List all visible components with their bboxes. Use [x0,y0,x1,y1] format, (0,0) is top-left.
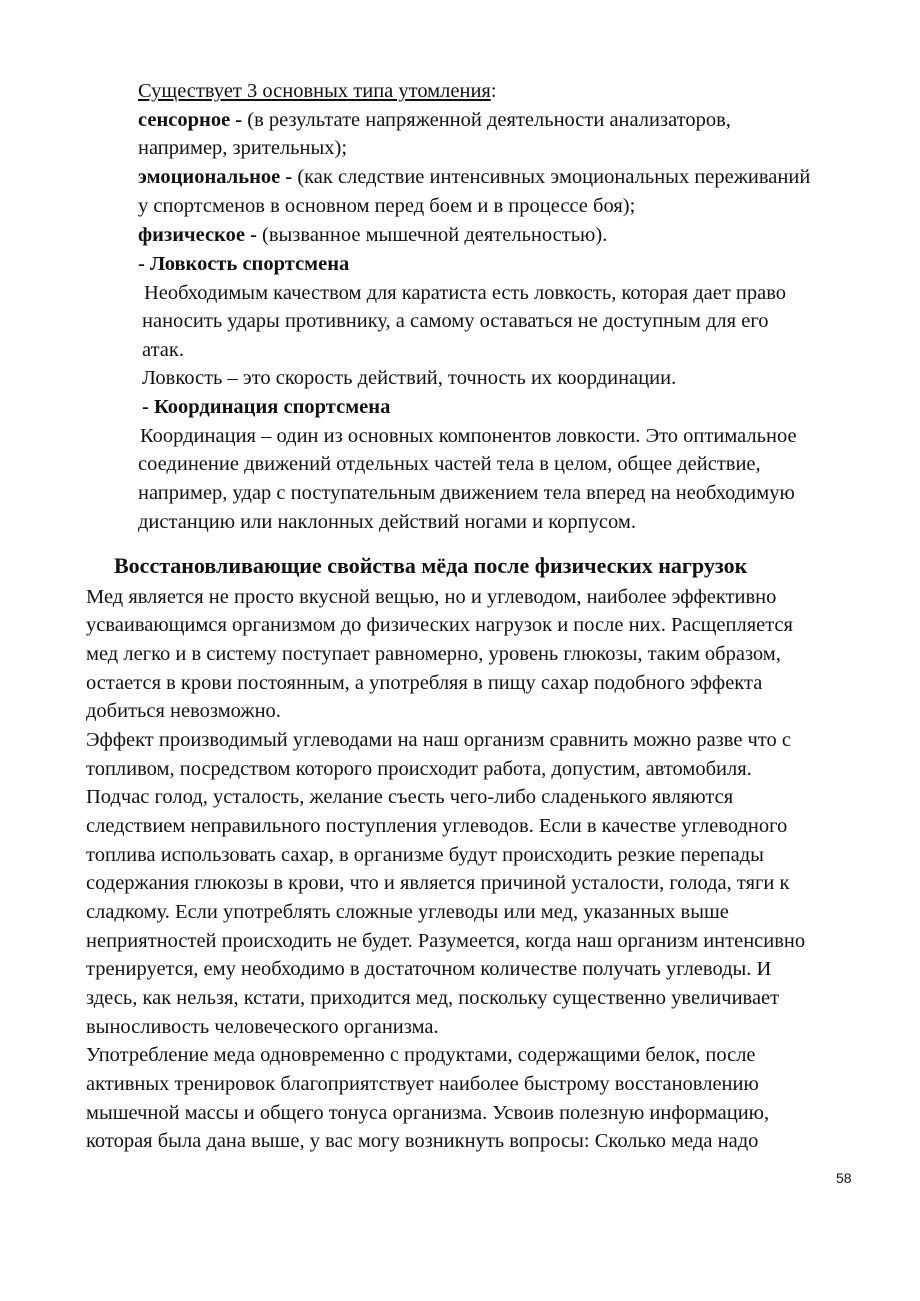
body-line: Мед является не просто вкусной вещью, но и углеводом, наиболее эффективно [86,586,777,608]
emotional-desc: (как следствие интенсивных эмоциональных переживаний [292,166,811,188]
body-line: здесь, как нельзя, кстати, приходится мед, поскольку существенно увеличивает [86,987,780,1009]
body-line: усваивающимся организмом до физических нагрузок и после них. Расщепляется [86,614,793,636]
fatigue-intro-underlined: Существует 3 основных типа утомления [138,80,491,102]
body-line: топлива использовать сахар, в организме будут происходить резкие перепады [86,844,764,866]
sensory-line-2: например, зрительных); [138,137,348,159]
body-line: добиться невозможно. [86,700,281,722]
body-line: следствием неправильного поступления углеводов. Если в качестве углеводного [86,815,788,837]
coordination-line: дистанцию или наклонных действий ногами и корпусом. [138,511,636,533]
physical-term: физическое - [138,224,257,246]
body-line: Употребление меда одновременно с продуктами, содержащими белок, после [86,1044,756,1066]
body-line: сладкому. Если употреблять сложные углеводы или мед, указанных выше [86,901,729,923]
section-title: Восстановливающие свойства мёда после физических нагрузок [114,553,748,578]
sensory-desc: (в результате напряженной деятельности анализаторов, [242,109,731,131]
emotional-line [138,167,810,188]
fatigue-intro [138,81,497,102]
emotional-term: эмоциональное - [138,166,293,188]
sensory-term: сенсорное - [138,109,243,131]
coordination-heading: - Координация спортсмена [142,396,391,418]
physical-line [138,225,607,246]
body-line: мед легко и в систему поступает равномерно, уровень глюкозы, таким образом, [86,643,781,665]
coordination-line: соединение движений отдельных частей тела в целом, общее действие, [138,453,761,475]
body-line: топливом, посредством которого происходит работа, допустим, автомобиля. [86,758,752,780]
fatigue-intro-colon: : [490,80,497,102]
body-line: Подчас голод, усталость, желание съесть чего-либо сладенького являются [86,786,734,808]
agility-line: Необходимым качеством для каратиста есть ловкость, которая дает право [144,282,787,304]
coordination-line: например, удар с поступательным движением тела вперед на необходимую [138,482,795,504]
emotional-line-2: у спортсменов в основном перед боем и в процессе боя); [138,195,636,217]
body-line: мышечной массы и общего тонуса организма. Усвоив полезную информацию, [86,1102,770,1124]
agility-line: атак. [142,339,184,361]
body-line: которая была дана выше, у вас могу возникнуть вопросы: Сколько меда надо [86,1130,759,1152]
body-line: содержания глюкозы в крови, что и является причиной усталости, голода, тяги к [86,872,790,894]
body-line: остается в крови постоянным, а употребляя в пищу сахар подобного эффекта [86,672,763,694]
page-number: 58 [836,1170,852,1186]
body-line: выносливость человеческого организма. [86,1016,439,1038]
body-line: тренируется, ему необходимо в достаточном количестве получать углеводы. И [86,958,772,980]
agility-line: наносить удары противнику, а самому оставаться не доступным для его [142,310,769,332]
agility-heading: - Ловкость спортсмена [138,253,350,275]
coordination-line: Координация – один из основных компонентов ловкости. Это оптимальное [140,425,797,447]
body-line: Эффект производимый углеводами на наш организм сравнить можно разве что с [86,729,792,751]
body-line: неприятностей происходить не будет. Разумеется, когда наш организм интенсивно [86,930,806,952]
agility-line: Ловкость – это скорость действий, точность их координации. [142,367,677,389]
body-line: активных тренировок благоприятствует наиболее быстрому восстановлению [86,1073,759,1095]
sensory-line [138,110,731,131]
physical-desc: (вызванное мышечной деятельностью). [256,224,608,246]
